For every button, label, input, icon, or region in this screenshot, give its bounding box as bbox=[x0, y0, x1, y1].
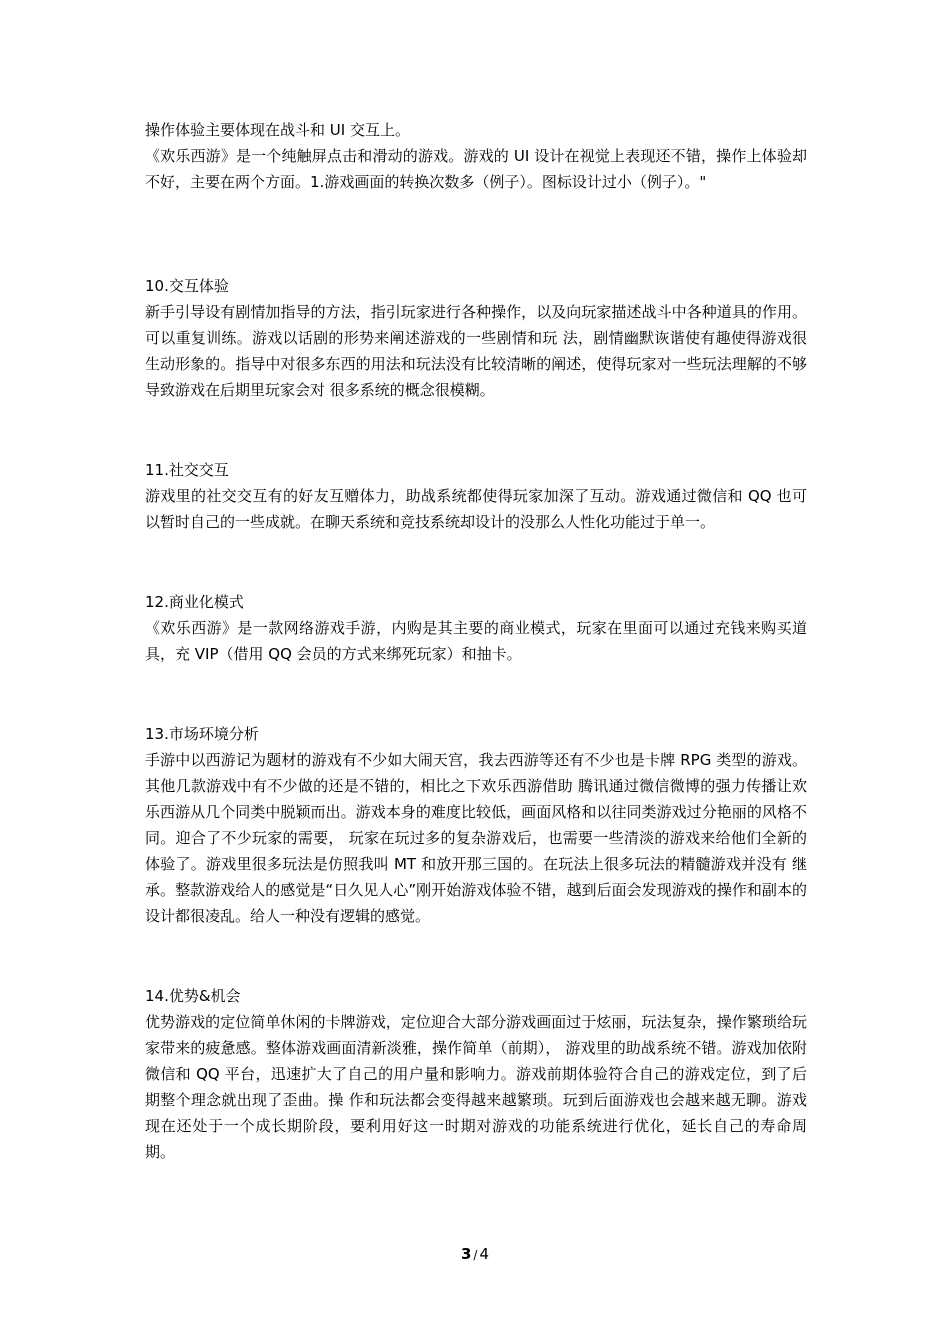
document-body bbox=[145, 117, 807, 1165]
section-body: 《欢乐西游》是一款网络游戏手游，内购是其主要的商业模式，玩家在里面可以通过充钱来购买道具，充 VIP（借用 QQ 会员的方式来绑死玩家）和抽卡。 bbox=[145, 619, 807, 663]
spacer bbox=[145, 403, 807, 457]
section-body: 游戏里的社交交互有的好友互赠体力，助战系统都使得玩家加深了互动。游戏通过微信和 QQ 也可以暂时自己的一些成就。在聊天系统和竞技系统却设计的没那么人性化功能过于单一。 bbox=[145, 487, 807, 531]
total-pages-number: 4 bbox=[479, 1245, 490, 1263]
page-separator: / bbox=[473, 1248, 478, 1262]
intro-paragraph: 《欢乐西游》是一个纯触屏点击和滑动的游戏。游戏的 UI 设计在视觉上表现还不错，操作上体验却不好，主要在两个方面。1.游戏画面的转换次数多（例子）。图标设计过小（例子）。" bbox=[145, 147, 807, 191]
spacer bbox=[145, 535, 807, 589]
section-heading: 12.商业化模式 bbox=[145, 593, 244, 611]
section-heading: 14.优势&机会 bbox=[145, 987, 241, 1005]
current-page-number: 3 bbox=[460, 1245, 472, 1263]
spacer bbox=[145, 195, 807, 273]
section-heading: 13.市场环境分析 bbox=[145, 725, 259, 743]
page-number bbox=[0, 1244, 950, 1265]
section-business-model bbox=[145, 589, 807, 667]
section-heading: 11.社交交互 bbox=[145, 461, 229, 479]
spacer bbox=[145, 667, 807, 721]
section-heading: 10.交互体验 bbox=[145, 277, 229, 295]
section-social-interaction bbox=[145, 457, 807, 535]
intro-line: 操作体验主要体现在战斗和 UI 交互上。 bbox=[145, 121, 410, 139]
section-strengths-opportunities bbox=[145, 983, 807, 1165]
section-interaction-experience bbox=[145, 273, 807, 403]
section-body: 优势游戏的定位简单休闲的卡牌游戏，定位迎合大部分游戏画面过于炫丽，玩法复杂，操作繁琐给玩家带来的疲惫感。整体游戏画面清新淡雅，操作简单（前期）， 游戏里的助战系统不错。游戏加依附微信和 QQ 平台，迅速扩大了自己的用户量和影响力。游戏前期体验符合自己的游戏定位，到了后期整个理念就出现了歪曲。操 作和玩法都会变得越来越繁琐。玩到后面游戏也会越来越无聊。游戏现在还处于一个成长期阶段，要利用好这一时期对游戏的功能系统进行优化，延长自己的寿命周 期。 bbox=[145, 1013, 807, 1161]
section-body: 手游中以西游记为题材的游戏有不少如大闹天宫，我去西游等还有不少也是卡牌 RPG 类型的游戏。其他几款游戏中有不少做的还是不错的，相比之下欢乐西游借助 腾讯通过微信微博的强力传播让欢乐西游从几个同类中脱颖而出。游戏本身的难度比较低，画面风格和以往同类游戏过分艳丽的风格不同。迎合了不少玩家的需要， 玩家在玩过多的复杂游戏后，也需要一些清淡的游戏来给他们全新的体验了。游戏里很多玩法是仿照我叫 MT 和放开那三国的。在玩法上很多玩法的精髓游戏并没有 继承。整款游戏给人的感觉是“日久见人心”刚开始游戏体验不错，越到后面会发现游戏的操作和副本的设计都很凌乱。给人一种没有逻辑的感觉。 bbox=[145, 751, 807, 925]
section-market-analysis bbox=[145, 721, 807, 929]
spacer bbox=[145, 929, 807, 983]
section-body: 新手引导设有剧情加指导的方法，指引玩家进行各种操作，以及向玩家描述战斗中各种道具的作用。可以重复训练。游戏以话剧的形势来阐述游戏的一些剧情和玩 法，剧情幽默诙谐使有趣使得游戏很生动形象的。指导中对很多东西的用法和玩法没有比较清晰的阐述，使得玩家对一些玩法理解的不够导致游戏在后期里玩家会对 很多系统的概念很模糊。 bbox=[145, 303, 807, 399]
